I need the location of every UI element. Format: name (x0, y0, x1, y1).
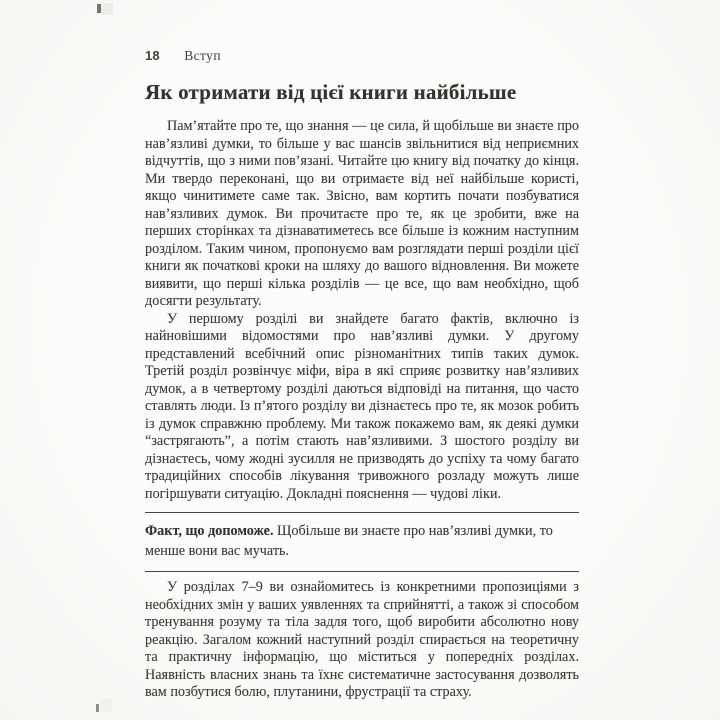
callout-box (145, 512, 579, 572)
running-header (145, 48, 579, 64)
page-number: 18 (145, 48, 160, 63)
running-head-section: Вступ (184, 48, 221, 63)
body-paragraph-1: Пам’ятайте про те, що знання — це сила, й щобільше ви знаєте про нав’язливі думки, то більше у вас шансів звільнитися від неприємних відчуттів, що з ними пов’язані. Читайте цю книгу від початку до кінця. Ми твердо переконані, що ви отримаєте від неї найбільше користі, якщо чинитимете саме так. Звісно, вам кортить почати позбуватися нав’язливих думок. Ви прочитаєте про те, як це зробити, вже на перших сторінках та дізнаватиметесь все більше із кожним наступним розділом. Таким чином, пропонуємо вам розглядати перші розділи цієї книги як початкові кроки на шляху до вашого відновлення. Ви можете виявити, що перші кілька розділів — це все, що вам необхідно, щоб досягти результату. (145, 118, 579, 309)
scan-artifact-top-dark (97, 4, 101, 13)
page-content (145, 48, 579, 702)
callout-paragraph (145, 522, 579, 561)
scan-artifact-bottom-light (100, 699, 112, 712)
callout-lead: Факт, що допоможе. (145, 523, 274, 539)
callout-text: Щобільше ви знаєте про нав’язливі думки, то менше вони вас мучать. (145, 523, 553, 559)
scan-artifact-bottom-dark (96, 704, 99, 712)
body-paragraph-3: У розділах 7–9 ви ознайомитесь із конкретними пропозиціями з необхідних змін у ваших уявленнях та сприйнятті, а також зі способом тренування розуму та тіла задля того, щоб виробити абсолютно нову реакцію. Загалом кожний наступний розділ спирається на теоретичну та практичну інформацію, що міститься у попередніх розділах. Наявність власних знань та їхнє систематичне застосування дозволять вам позбутися болю, плутанини, фрустрації та страху. (145, 579, 579, 700)
chapter-heading: Як отримати від цієї книги найбільше (145, 80, 517, 104)
scan-artifact-top-light (101, 3, 113, 15)
body-paragraph-2: У першому розділі ви знайдете багато фактів, включно із найновішими відомостями про нав’язливі думки. У другому представлений всебічний опис різноманітних типів таких думок. Третій розділ розвінчує міфи, віра в які сприяє розвитку нав’язливих думок, а в четвертому розділі даються відповіді на питання, що часто ставлять люди. Із п’ятого розділу ви дізнаєтесь про те, як мозок робить із думок справжню проблему. Ми також покажемо вам, як деякі думки “застрягають”, а потім стають нав’язливими. З шостого розділу ви дізнаєтесь, чому жодні зусилля не призводять до успіху та чому багато традиційних способів лікування тривожного розладу можуть лише погіршувати ситуацію. Докладні пояснення — чудові ліки. (145, 310, 579, 502)
